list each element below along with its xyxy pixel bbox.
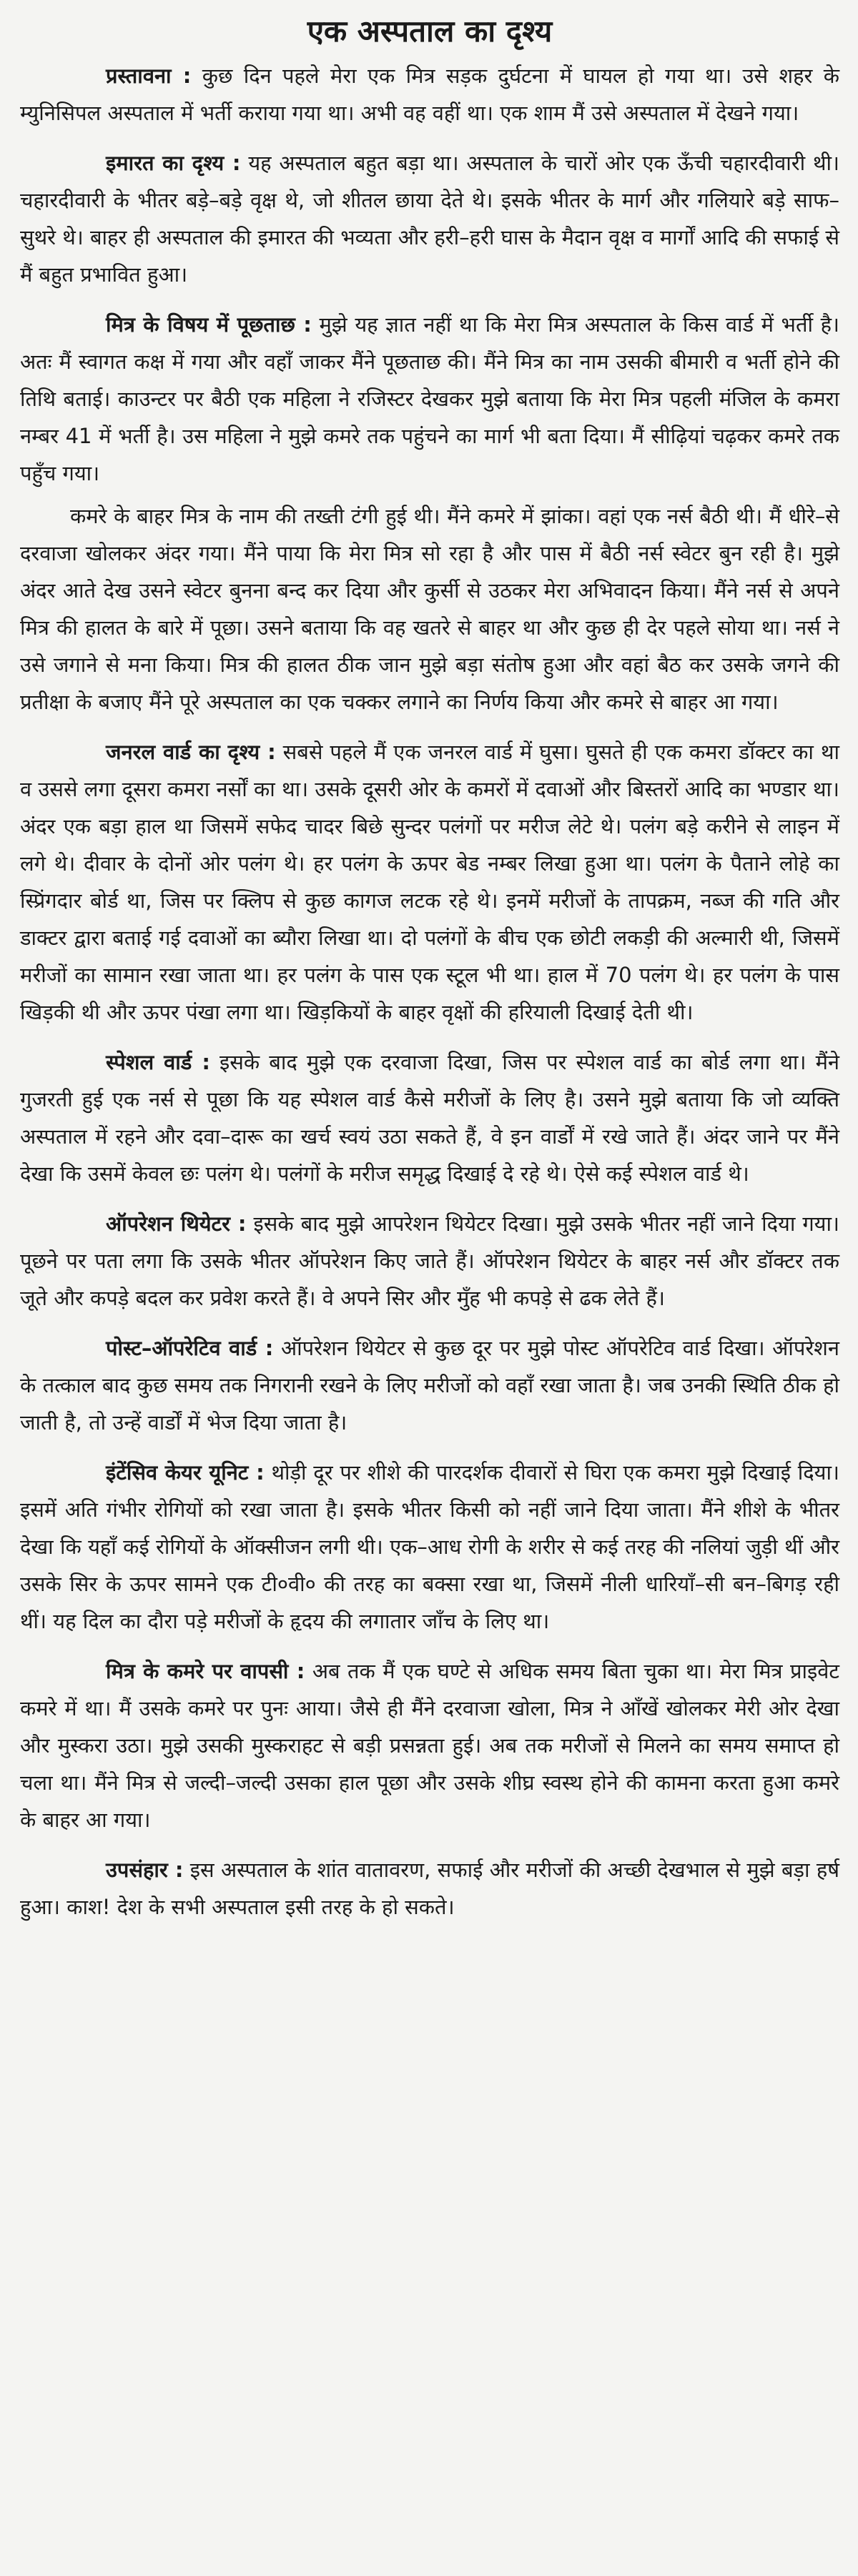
heading-conclusion: उपसंहार : [106,1858,184,1882]
paragraph-special-ward [20,1044,839,1192]
text-special-ward: इसके बाद मुझे एक दरवाजा दिखा, जिस पर स्पेशल वार्ड का बोर्ड लगा था। मैंने गुजरती हुई एक नर्स से पूछा कि यह स्पेशल वार्ड कैसे मरीजों के लिए है। उसने मुझे बताया कि जो व्यक्ति अस्पताल में रहने और दवा–दारू का खर्च स्वयं उठा सकते हैं, वे इन वार्डों में रखे जाते हैं। अंदर जाने पर मैंने देखा कि उसमें केवल छः पलंग थे। पलंगों के मरीज समृद्ध दिखाई दे रहे थे। ऐसे कई स्पेशल वार्ड थे। [20,1050,840,1186]
paragraph-friend-room [20,497,839,720]
paragraph-return [20,1653,839,1838]
paragraph-introduction [20,57,839,132]
heading-post-operative-ward: पोस्ट–ऑपरेटिव वार्ड : [106,1336,274,1360]
paragraph-general-ward [20,733,839,1031]
text-post-operative-ward: ऑपरेशन थियेटर से कुछ दूर पर मुझे पोस्ट ऑपरेटिव वार्ड दिखा। ऑपरेशन के तत्काल बाद कुछ समय तक निगरानी रखने के लिए मरीजों को वहाँ रखा जाता है। जब उनकी स्थिति ठीक हो जाती है, तो उन्हें वार्डों में भेज दिया जाता है। [20,1336,839,1435]
heading-introduction: प्रस्तावना : [106,64,192,88]
heading-operation-theatre: ऑपरेशन थियेटर : [106,1212,247,1236]
text-friend-room: कमरे के बाहर मित्र के नाम की तख्ती टंगी हुई थी। मैंने कमरे में झांका। वहां एक नर्स बैठी थी। मैं धीरे–से दरवाजा खोलकर अंदर गया। मैंने पाया कि मेरा मित्र सो रहा है और पास में बैठी नर्स स्वेटर बुन रही है। मुझे अंदर आते देख उसने स्वेटर बुनना बन्द कर दिया और कुर्सी से उठकर मेरा अभिवादन किया। मैंने नर्स से अपने मित्र की हालत के बारे में पूछा। उसने बताया कि वह खतरे से बाहर था और कुछ ही देर पहले सोया था। नर्स ने उसे जगाने से मना किया। मित्र की हालत ठीक जान मुझे बड़ा संतोष हुआ और वहां बैठ कर उसके जगने की प्रतीक्षा के बजाए मैंने पूरे अस्पताल का एक चक्कर लगाने का निर्णय किया और कमरे से बाहर आ गया। [20,504,839,714]
text-return: अब तक मैं एक घण्टे से अधिक समय बिता चुका था। मेरा मित्र प्राइवेट कमरे में था। मैं उसके कमरे पर पुनः आया। जैसे ही मैंने दरवाजा खोला, मित्र ने आँखें खोलकर मेरी ओर देखा और मुस्करा उठा। मुझे उसकी मुस्कराहट से बड़ी प्रसन्नता हुई। अब तक मरीजों से मिलने का समय समाप्त हो चला था। मैंने मित्र से जल्दी–जल्दी उसका हाल पूछा और उसके शीघ्र स्वस्थ होने की कामना करता हुआ कमरे के बाहर आ गया। [20,1659,839,1832]
text-inquiry: मुझे यह ज्ञात नहीं था कि मेरा मित्र अस्पताल के किस वार्ड में भर्ती है। अतः मैं स्वागत कक्ष में गया और वहाँ जाकर मैंने पूछताछ की। मैंने मित्र का नाम उसकी बीमारी व भर्ती होने की तिथि बताई। काउन्टर पर बैठी एक महिला ने रजिस्टर देखकर मुझे बताया कि मेरा मित्र पहली मंजिल के कमरा नम्बर 41 में भर्ती है। उस महिला ने मुझे कमरे तक पहुंचने का मार्ग भी बता दिया। मैं सीढ़ियां चढ़कर कमरे तक पहुँच गया। [20,312,839,485]
text-conclusion: इस अस्पताल के शांत वातावरण, सफाई और मरीजों की अच्छी देखभाल से मुझे बड़ा हर्ष हुआ। काश! देश के सभी अस्पताल इसी तरह के हो सकते। [20,1858,839,1919]
heading-special-ward: स्पेशल वार्ड : [106,1050,210,1074]
paragraph-building [20,144,839,293]
paragraph-post-operative-ward [20,1329,839,1441]
text-introduction: कुछ दिन पहले मेरा एक मित्र सड़क दुर्घटना में घायल हो गया था। उसे शहर के म्युनिसिपल अस्पताल में भर्ती कराया गया था। अभी वह वहीं था। एक शाम मैं उसे अस्पताल में देखने गया। [20,64,839,125]
heading-return: मित्र के कमरे पर वापसी : [106,1659,305,1683]
heading-building: इमारत का दृश्य : [106,151,241,175]
paragraph-inquiry [20,306,839,492]
paragraph-operation-theatre [20,1205,839,1317]
heading-general-ward: जनरल वार्ड का दृश्य : [106,740,276,764]
paragraph-conclusion [20,1851,839,1926]
text-building: यह अस्पताल बहुत बड़ा था। अस्पताल के चारों ओर एक ऊँची चहारदीवारी थी। चहारदीवारी के भीतर बड़े–बड़े वृक्ष थे, जो शीतल छाया देते थे। इसके भीतर के मार्ग और गलियारे बड़े साफ–सुथरे थे। बाहर ही अस्पताल की इमारत की भव्यता और हरी–हरी घास के मैदान वृक्ष व मार्गों आदि की सफाई से मैं बहुत प्रभावित हुआ। [20,151,839,287]
essay-title: एक अस्पताल का दृश्य [307,14,553,49]
paragraph-icu [20,1454,839,1640]
text-general-ward: सबसे पहले मैं एक जनरल वार्ड में घुसा। घुसते ही एक कमरा डॉक्टर का था व उससे लगा दूसरा कमरा नर्सों का था। उसके दूसरी ओर के कमरों में दवाओं और बिस्तरों आदि का भण्डार था। अंदर एक बड़ा हाल था जिसमें सफेद चादर बिछे सुन्दर पलंगों पर मरीज लेटे थे। पलंग बड़े करीने से लाइन में लगे थे। दीवार के दोनों ओर पलंग थे। हर पलंग के ऊपर बेड नम्बर लिखा हुआ था। पलंग के पैताने लोहे का स्प्रिंगदार बोर्ड था, जिस पर क्लिप से कुछ कागज लटक रहे थे। इनमें मरीजों के तापक्रम, नब्ज की गति और डाक्टर द्वारा बताई गई दवाओं का ब्यौरा लिखा था। दो पलंगों के बीच एक छोटी लकड़ी की अल्मारी थी, जिसमें मरीजों का सामान रखा जाता था। हर पलंग के पास एक स्टूल भी था। हाल में 70 पलंग थे। हर पलंग के पास खिड़की थी और ऊपर पंखा लगा था। खिड़कियों के बाहर वृक्षों की हरियाली दिखाई देती थी। [20,740,839,1024]
text-icu: थोड़ी दूर पर शीशे की पारदर्शक दीवारों से घिरा एक कमरा मुझे दिखाई दिया। इसमें अति गंभीर रोगियों को रखा जाता है। इसके भीतर किसी को नहीं जाने दिया जाता। मैंने शीशे के भीतर देखा कि यहाँ कई रोगियों के ऑक्सीजन लगी थी। एक–आध रोगी के शरीर से कई तरह की नलियां जुड़ी थीं और उसके सिर के ऊपर सामने एक टी०वी० की तरह का बक्सा रखा था, जिसमें नीली धारियाँ–सी बन–बिगड़ रही थीं। यह दिल का दौरा पड़े मरीजों के हृदय की लगातार जाँच के लिए था। [20,1460,839,1633]
text-operation-theatre: इसके बाद मुझे आपरेशन थियेटर दिखा। मुझे उसके भीतर नहीं जाने दिया गया। पूछने पर पता लगा कि उसके भीतर ऑपरेशन किए जाते हैं। ऑपरेशन थियेटर के बाहर नर्स और डॉक्टर तक जूते और कपड़े बदल कर प्रवेश करते हैं। वे अपने सिर और मुँह भी कपड़े से ढक लेते हैं। [20,1212,839,1310]
heading-icu: इंटेंसिव केयर यूनिट : [106,1460,265,1485]
heading-inquiry: मित्र के विषय में पूछताछ : [106,312,312,337]
